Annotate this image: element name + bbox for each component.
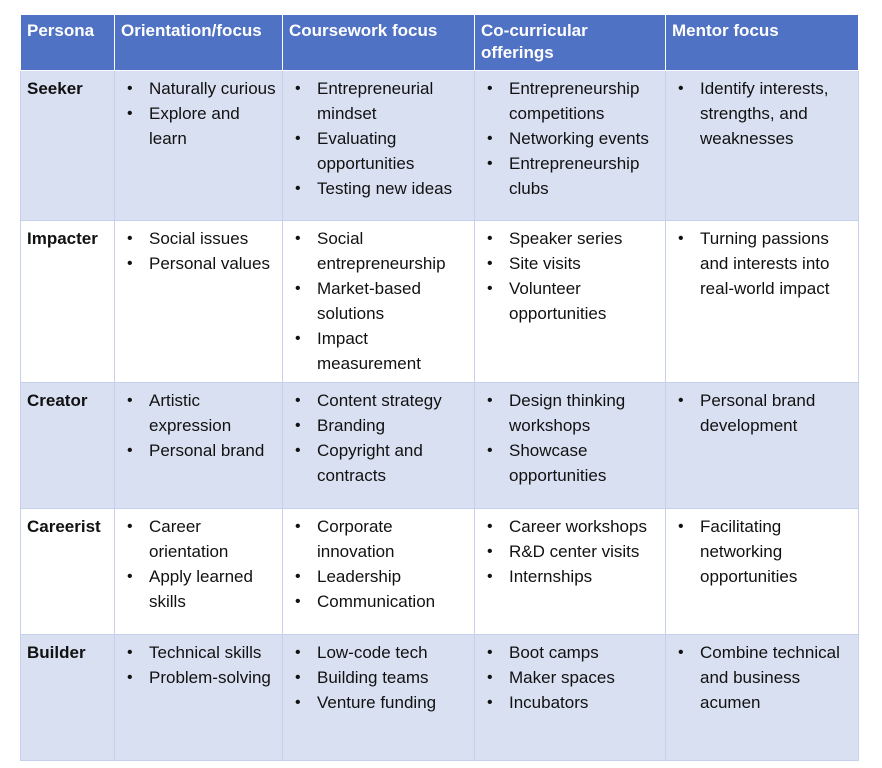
- table-row-seeker: [21, 71, 859, 221]
- table-row-careerist: [21, 509, 859, 635]
- list-item: • Corporate innovation: [289, 514, 468, 564]
- coursework-cell: [283, 635, 475, 761]
- persona-table-container: [20, 14, 858, 761]
- list-item: • Turning passions and interests into real-world impact: [672, 226, 852, 301]
- mentor-list: [672, 514, 852, 589]
- list-item: • Volunteer opportunities: [481, 276, 659, 326]
- list-item: • Branding: [289, 413, 468, 438]
- orientation-list: [121, 640, 276, 690]
- persona-cell: Creator: [21, 383, 115, 509]
- coursework-cell: [283, 383, 475, 509]
- orientation-cell: [115, 509, 283, 635]
- mentor-list: [672, 226, 852, 301]
- list-item: • Apply learned skills: [121, 564, 276, 614]
- list-item: • Evaluating opportunities: [289, 126, 468, 176]
- list-item: • Entrepreneurship competitions: [481, 76, 659, 126]
- mentor-list: [672, 76, 852, 151]
- list-item: • Technical skills: [121, 640, 276, 665]
- cocurricular-list: [481, 388, 659, 488]
- list-item: • Copyright and contracts: [289, 438, 468, 488]
- orientation-list: [121, 514, 276, 614]
- list-item: • Social issues: [121, 226, 276, 251]
- list-item: • Speaker series: [481, 226, 659, 251]
- cocurricular-list: [481, 76, 659, 201]
- orientation-cell: [115, 221, 283, 383]
- list-item: • Communication: [289, 589, 468, 614]
- persona-cell: Seeker: [21, 71, 115, 221]
- header-cocurricular: Co-curricular offerings: [475, 15, 666, 71]
- orientation-cell: [115, 71, 283, 221]
- list-item: • Identify interests, strengths, and weaknesses: [672, 76, 852, 151]
- list-item: • Personal brand development: [672, 388, 852, 438]
- list-item: • Artistic expression: [121, 388, 276, 438]
- mentor-list: [672, 640, 852, 715]
- coursework-list: [289, 514, 468, 614]
- cocurricular-list: [481, 514, 659, 589]
- list-item: • Boot camps: [481, 640, 659, 665]
- table-row-creator: [21, 383, 859, 509]
- list-item: • Leadership: [289, 564, 468, 589]
- persona-cell: Impacter: [21, 221, 115, 383]
- mentor-cell: [666, 509, 859, 635]
- cocurricular-cell: [475, 509, 666, 635]
- coursework-cell: [283, 221, 475, 383]
- mentor-cell: [666, 635, 859, 761]
- list-item: • Internships: [481, 564, 659, 589]
- list-item: • Naturally curious: [121, 76, 276, 101]
- list-item: • Explore and learn: [121, 101, 276, 151]
- cocurricular-list: [481, 640, 659, 715]
- list-item: • Impact measurement: [289, 326, 468, 376]
- list-item: • R&D center visits: [481, 539, 659, 564]
- table-row-impacter: [21, 221, 859, 383]
- list-item: • Personal values: [121, 251, 276, 276]
- list-item: • Facilitating networking opportunities: [672, 514, 852, 589]
- orientation-cell: [115, 383, 283, 509]
- coursework-list: [289, 388, 468, 488]
- list-item: • Entrepreneurship clubs: [481, 151, 659, 201]
- cocurricular-cell: [475, 71, 666, 221]
- list-item: • Career orientation: [121, 514, 276, 564]
- list-item: • Market-based solutions: [289, 276, 468, 326]
- persona-table: [20, 14, 859, 761]
- list-item: • Venture funding: [289, 690, 468, 715]
- header-persona: Persona: [21, 15, 115, 71]
- list-item: • Problem-solving: [121, 665, 276, 690]
- coursework-list: [289, 226, 468, 376]
- list-item: • Showcase opportunities: [481, 438, 659, 488]
- persona-cell: Builder: [21, 635, 115, 761]
- orientation-list: [121, 226, 276, 276]
- table-header-row: [21, 15, 859, 71]
- persona-cell: Careerist: [21, 509, 115, 635]
- list-item: • Career workshops: [481, 514, 659, 539]
- cocurricular-list: [481, 226, 659, 326]
- coursework-list: [289, 640, 468, 715]
- list-item: • Design thinking workshops: [481, 388, 659, 438]
- cocurricular-cell: [475, 635, 666, 761]
- mentor-cell: [666, 71, 859, 221]
- list-item: • Site visits: [481, 251, 659, 276]
- list-item: • Low-code tech: [289, 640, 468, 665]
- orientation-list: [121, 76, 276, 151]
- orientation-cell: [115, 635, 283, 761]
- list-item: • Entrepreneurial mindset: [289, 76, 468, 126]
- coursework-cell: [283, 509, 475, 635]
- list-item: • Maker spaces: [481, 665, 659, 690]
- coursework-cell: [283, 71, 475, 221]
- list-item: • Testing new ideas: [289, 176, 468, 201]
- orientation-list: [121, 388, 276, 463]
- header-coursework: Coursework focus: [283, 15, 475, 71]
- table-row-builder: [21, 635, 859, 761]
- list-item: • Incubators: [481, 690, 659, 715]
- list-item: • Combine technical and business acumen: [672, 640, 852, 715]
- list-item: • Networking events: [481, 126, 659, 151]
- list-item: • Content strategy: [289, 388, 468, 413]
- cocurricular-cell: [475, 221, 666, 383]
- list-item: • Social entrepreneurship: [289, 226, 468, 276]
- mentor-list: [672, 388, 852, 438]
- list-item: • Personal brand: [121, 438, 276, 463]
- header-mentor: Mentor focus: [666, 15, 859, 71]
- cocurricular-cell: [475, 383, 666, 509]
- list-item: • Building teams: [289, 665, 468, 690]
- mentor-cell: [666, 221, 859, 383]
- coursework-list: [289, 76, 468, 201]
- mentor-cell: [666, 383, 859, 509]
- header-orientation: Orientation/focus: [115, 15, 283, 71]
